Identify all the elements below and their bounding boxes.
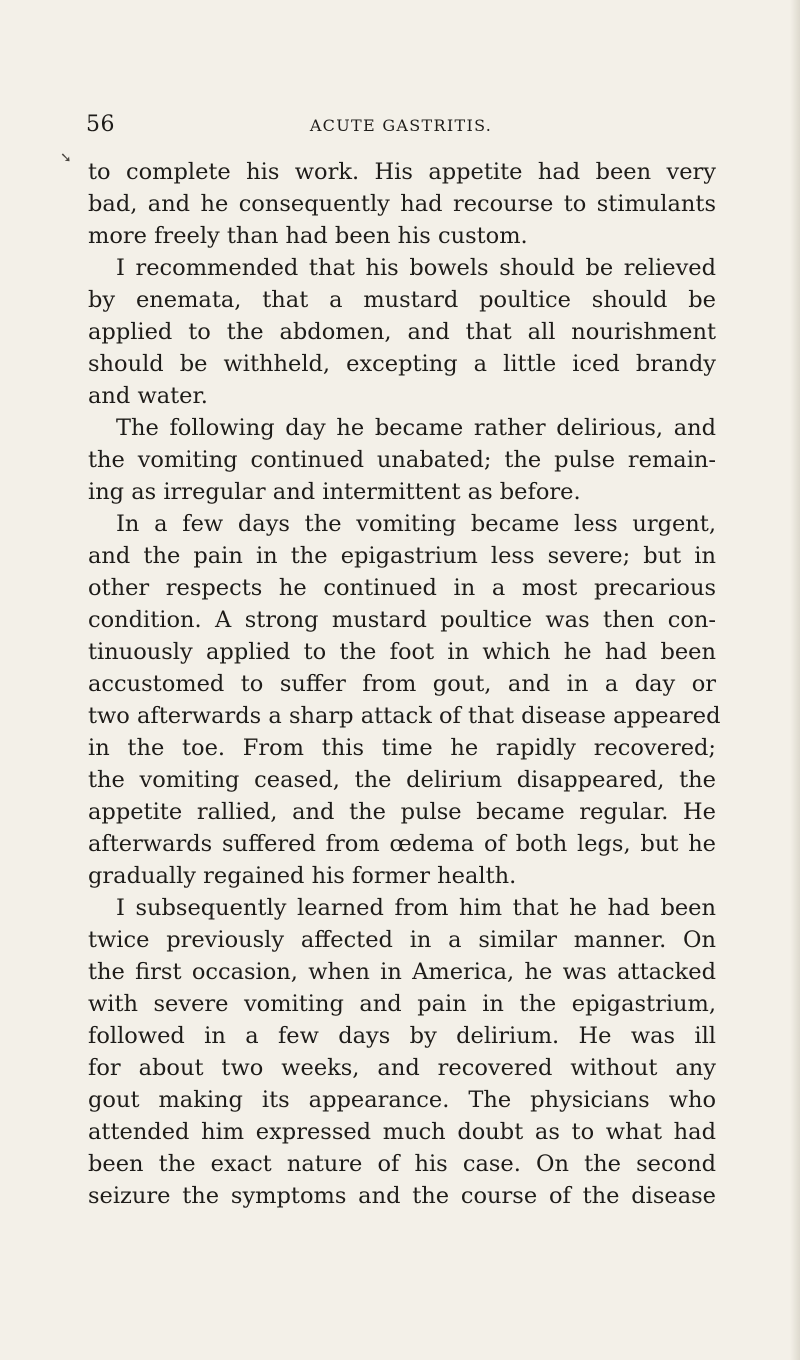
text-line: bad, and he consequently had recourse to stimulants [88,191,716,217]
text-line: followed in a few days by delirium. He was ill [88,1023,716,1049]
page-edge-shadow [790,0,800,1360]
text-line: twice previously affected in a similar manner. On [88,927,716,953]
text-line: the vomiting continued unabated; the pulse remain- [88,447,716,473]
text-line: with severe vomiting and pain in the epigastrium, [88,991,716,1017]
text-line: seizure the symptoms and the course of the disease [88,1183,716,1209]
text-line: applied to the abdomen, and that all nourishment [88,319,716,345]
text-line: two afterwards a sharp attack of that disease appeared [88,703,721,729]
margin-mark: ➘ [60,150,72,166]
text-line: the vomiting ceased, the delirium disappeared, the [88,767,716,793]
text-line: by enemata, that a mustard poultice should be [88,287,716,313]
text-line: in the toe. From this time he rapidly recovered; [88,735,716,761]
page-number: 56 [86,112,115,137]
text-line: I subsequently learned from him that he had been [116,895,716,921]
text-line: gout making its appearance. The physicians who [88,1087,716,1113]
text-line: gradually regained his former health. [88,863,517,889]
text-line: for about two weeks, and recovered without any [88,1055,716,1081]
text-line: the first occasion, when in America, he was attacked [88,959,716,985]
text-line: been the exact nature of his case. On the second [88,1151,716,1177]
text-line: attended him expressed much doubt as to what had [88,1119,716,1145]
text-line: afterwards suffered from œdema of both legs, but he [88,831,716,857]
running-head: ACUTE GASTRITIS. [309,116,493,135]
text-line: to complete his work. His appetite had been very [88,159,716,185]
text-line: condition. A strong mustard poultice was then con- [88,607,716,633]
text-line: tinuously applied to the foot in which he had been [88,639,716,665]
text-line: and the pain in the epigastrium less severe; but in [88,543,716,569]
body-text [88,156,721,1212]
text-line: The following day he became rather delirious, and [116,415,716,441]
text-line: more freely than had been his custom. [88,223,528,249]
text-line: should be withheld, excepting a little iced brandy [88,351,716,377]
text-line: other respects he continued in a most precarious [88,575,716,601]
text-line: ing as irregular and intermittent as before. [88,479,581,505]
text-line: appetite rallied, and the pulse became regular. He [88,799,716,825]
text-line: I recommended that his bowels should be relieved [116,255,716,281]
page-header [86,112,716,144]
text-line: In a few days the vomiting became less urgent, [116,511,716,537]
text-line: and water. [88,383,208,409]
text-line: accustomed to suffer from gout, and in a day or [88,671,716,697]
